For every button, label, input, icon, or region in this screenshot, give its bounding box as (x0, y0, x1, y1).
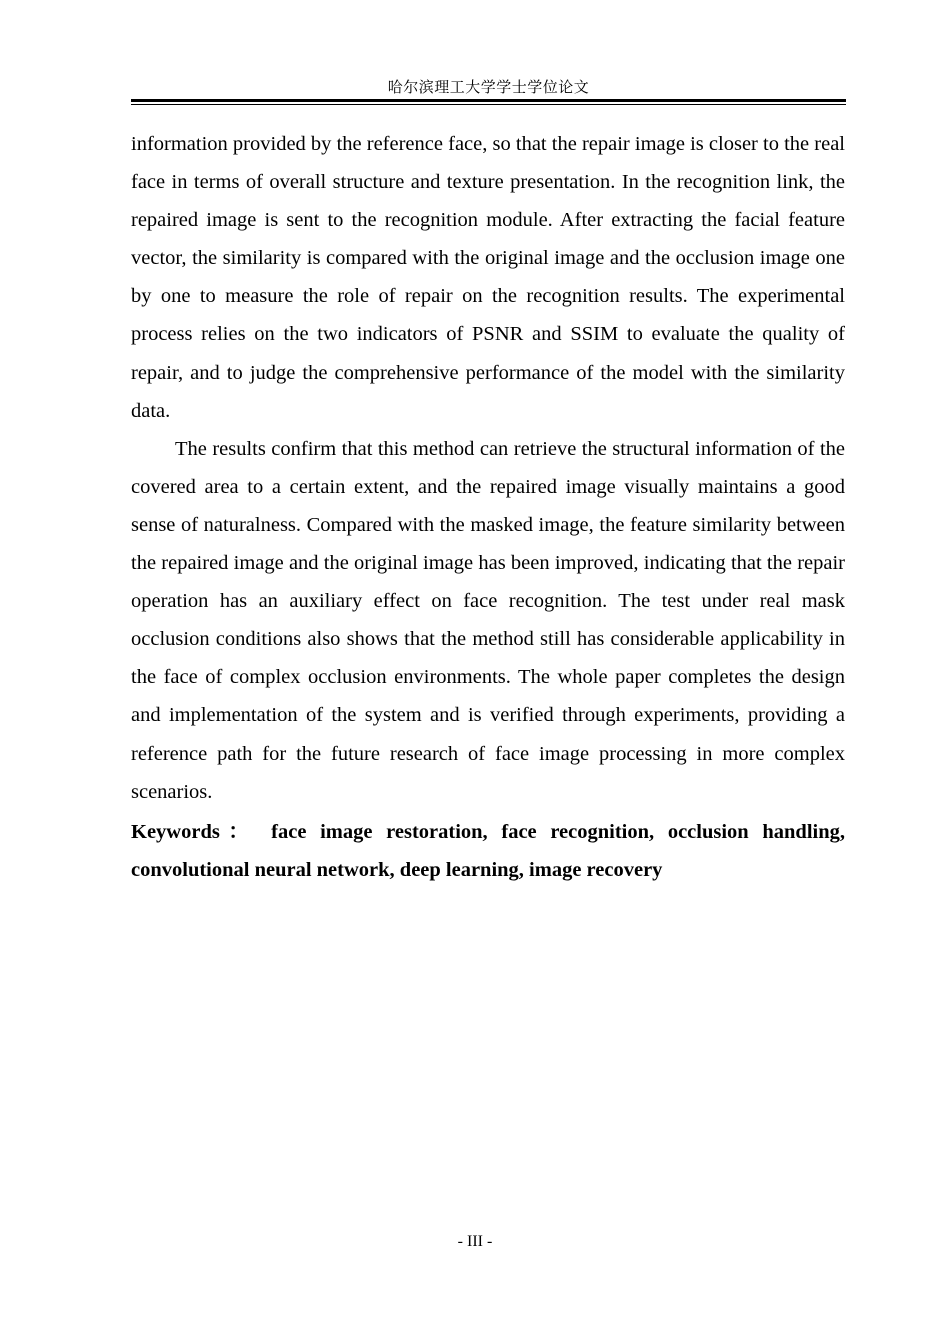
keywords-text: face image restoration, face recognition, occlusion handling, convolutional neural network, deep learning, image recovery (131, 820, 846, 881)
header-rule-thin (131, 104, 846, 105)
abstract-paragraph-1: information provided by the reference face, so that the repair image is closer to the real face in terms of overall structure and texture presentation. In the recognition link, the repaired image is sent to the recognition module. After extracting the facial feature vector, the similarity is compared with the original image and the occlusion image one by one to measure the role of repair on the recognition results. The experimental process relies on the two indicators of PSNR and SSIM to evaluate the quality of repair, and to judge the comprehensive performance of the model with the similarity data. (131, 133, 845, 422)
header-rule-thick (131, 99, 846, 102)
keywords-line (131, 813, 845, 889)
page-body (131, 125, 845, 889)
abstract-paragraph-2: The results confirm that this method can retrieve the structural information of the covered area to a certain extent, and the repaired image visually maintains a good sense of naturalness. Compared with the masked image, the feature similarity between the repaired image and the original image has been improved, indicating that the repair operation has an auxiliary effect on face recognition. The test under real mask occlusion conditions also shows that the method still has considerable applicability in the face of complex occlusion environments. The whole paper completes the design and implementation of the system and is verified through experiments, providing a reference path for the future research of face image processing in more complex scenarios. (131, 437, 845, 803)
running-header: 哈尔滨理工大学学士学位论文 (387, 80, 590, 96)
keywords-label: Keywords： (131, 820, 258, 843)
page-number: - III - (457, 1233, 493, 1250)
